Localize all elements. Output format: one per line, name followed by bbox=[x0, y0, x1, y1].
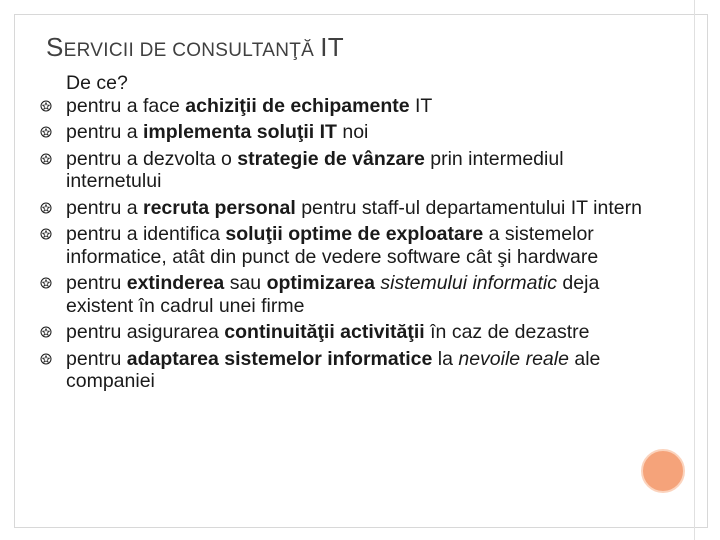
item-text-segment: pentru bbox=[66, 347, 127, 370]
item-text-segment: pentru a face bbox=[66, 94, 186, 117]
item-text-segment: la bbox=[432, 347, 459, 370]
item-text-segment: pentru bbox=[66, 272, 127, 294]
item-text-segment: nevoile reale bbox=[458, 347, 569, 370]
circle-star-bullet-icon bbox=[40, 202, 52, 214]
item-text-segment: deja existent în cadrul unei firme bbox=[66, 272, 600, 317]
list-item bbox=[38, 95, 658, 118]
list-item bbox=[38, 148, 658, 193]
item-text-segment: optimizarea bbox=[266, 272, 375, 294]
item-text-segment: noi bbox=[336, 121, 369, 143]
item-text-segment: pentru a dezvolta o bbox=[66, 147, 238, 170]
item-text-segment: pentru a identifica bbox=[66, 223, 226, 245]
slide-title bbox=[46, 32, 344, 63]
item-text-segment: adaptarea sistemelor informatice bbox=[126, 347, 433, 370]
item-text-segment: sau bbox=[224, 272, 267, 294]
circle-star-bullet-icon bbox=[40, 353, 52, 365]
circle-star-bullet-icon bbox=[40, 277, 52, 289]
item-text-segment: în caz de dezastre bbox=[424, 321, 590, 343]
list-item bbox=[38, 272, 658, 317]
slide-body bbox=[38, 72, 658, 397]
lead-text: De ce? bbox=[66, 72, 128, 94]
item-text-segment: strategie de vânzare bbox=[237, 147, 425, 170]
item-text-segment: soluţii optime de exploatare bbox=[225, 223, 484, 245]
circle-star-bullet-icon bbox=[40, 126, 52, 138]
item-text-segment: sistemului informatic bbox=[380, 272, 557, 294]
item-text-segment: implementa soluţii IT bbox=[142, 121, 337, 143]
list-item bbox=[38, 321, 658, 344]
item-text-segment: continuităţii activităţii bbox=[224, 321, 425, 343]
title-rest: ERVICII DE CONSULTANŢĂ bbox=[63, 40, 315, 61]
item-text-segment: pentru a bbox=[66, 121, 143, 143]
item-text-segment: IT bbox=[409, 94, 433, 117]
item-text-segment: pentru asigurarea bbox=[66, 321, 225, 343]
item-text-segment: extinderea bbox=[126, 272, 225, 294]
item-text-segment: pentru a bbox=[66, 196, 143, 219]
circle-star-bullet-icon bbox=[40, 228, 52, 240]
circle-star-bullet-icon bbox=[40, 326, 52, 338]
item-text-segment: prin intermediul internetului bbox=[66, 147, 564, 192]
item-text-segment: pentru staff-ul departamentului IT intern bbox=[295, 196, 642, 219]
right-divider-line bbox=[694, 0, 695, 540]
item-text-segment: recruta personal bbox=[142, 196, 296, 219]
item-text-segment: achiziţii de echipamente bbox=[185, 94, 410, 117]
list-item bbox=[38, 223, 658, 268]
title-first-letter: S bbox=[46, 32, 64, 62]
list-item bbox=[38, 121, 658, 144]
decorative-circle bbox=[641, 449, 685, 493]
list-item bbox=[38, 348, 658, 393]
item-text-segment: ale companiei bbox=[66, 347, 601, 392]
title-suffix: IT bbox=[320, 32, 344, 62]
bullet-list bbox=[38, 95, 658, 393]
item-text-segment: a sistemelor informatice, atât din punct de vedere software cât şi hardware bbox=[66, 223, 599, 268]
circle-star-bullet-icon bbox=[40, 100, 52, 112]
circle-star-bullet-icon bbox=[40, 153, 52, 165]
list-item bbox=[38, 197, 658, 220]
